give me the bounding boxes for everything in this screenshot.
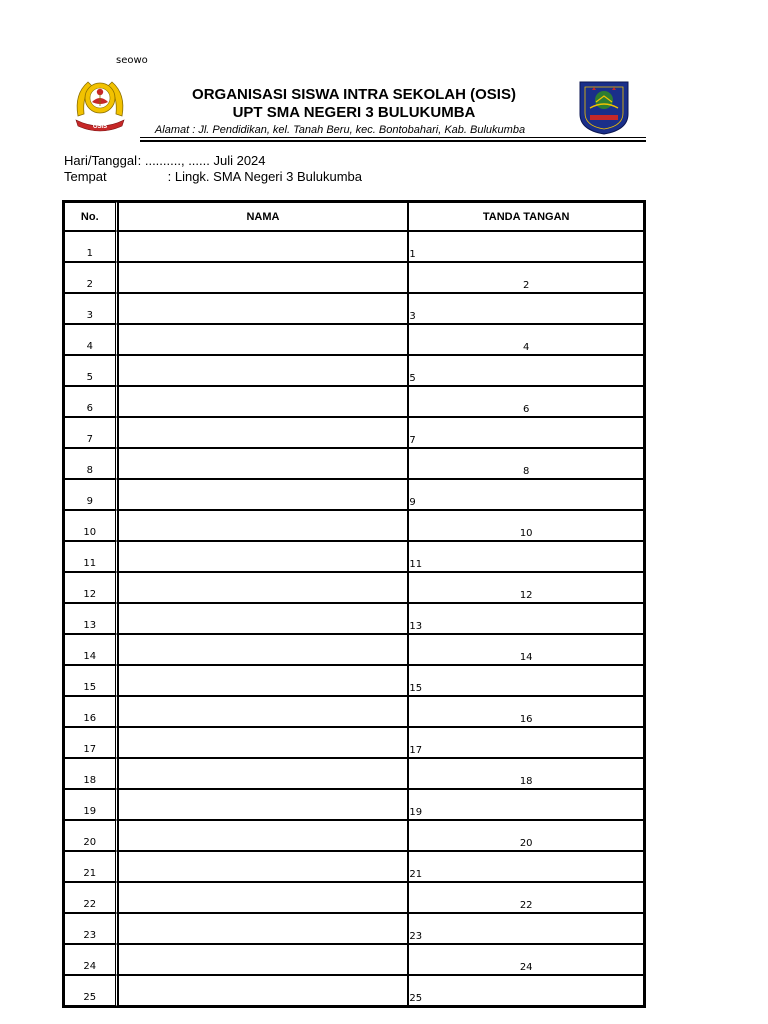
header-divider-thin (140, 137, 646, 138)
date-line (64, 153, 266, 168)
table-row (64, 975, 644, 1006)
name-cell[interactable] (118, 851, 409, 882)
row-number: 5 (64, 355, 118, 386)
row-number: 12 (64, 572, 118, 603)
table-row (64, 324, 644, 355)
row-number: 7 (64, 417, 118, 448)
row-number: 13 (64, 603, 118, 634)
row-number: 11 (64, 541, 118, 572)
header-nama: NAMA (118, 202, 409, 231)
table-row (64, 603, 644, 634)
table-row (64, 448, 644, 479)
signature-cell[interactable]: 11 (408, 541, 644, 572)
signature-cell[interactable]: 4 (408, 324, 644, 355)
signature-cell[interactable]: 17 (408, 727, 644, 758)
row-number: 20 (64, 820, 118, 851)
table-row (64, 696, 644, 727)
row-number: 18 (64, 758, 118, 789)
row-number: 1 (64, 231, 118, 262)
name-cell[interactable] (118, 386, 409, 417)
row-number: 24 (64, 944, 118, 975)
name-cell[interactable] (118, 479, 409, 510)
osis-logo-icon (70, 72, 130, 132)
table-row (64, 882, 644, 913)
table-row (64, 510, 644, 541)
signature-cell[interactable]: 12 (408, 572, 644, 603)
name-cell[interactable] (118, 665, 409, 696)
table-row (64, 231, 644, 262)
table-row (64, 789, 644, 820)
school-title: UPT SMA NEGERI 3 BULUKUMBA (232, 104, 476, 121)
row-number: 15 (64, 665, 118, 696)
table-row (64, 293, 644, 324)
name-cell[interactable] (118, 975, 409, 1006)
table-row (64, 634, 644, 665)
name-cell[interactable] (118, 727, 409, 758)
row-number: 6 (64, 386, 118, 417)
table-row (64, 572, 644, 603)
name-cell[interactable] (118, 758, 409, 789)
name-cell[interactable] (118, 820, 409, 851)
table-row (64, 386, 644, 417)
name-cell[interactable] (118, 541, 409, 572)
organization-title: ORGANISASI SISWA INTRA SEKOLAH (OSIS) (192, 86, 516, 103)
signature-cell[interactable]: 5 (408, 355, 644, 386)
name-cell[interactable] (118, 510, 409, 541)
school-address: Alamat : Jl. Pendidikan, kel. Tanah Beru, kec. Bontobahari, Kab. Bulukumba (154, 124, 526, 136)
name-cell[interactable] (118, 634, 409, 665)
header-no: No. (64, 202, 118, 231)
signature-cell[interactable]: 18 (408, 758, 644, 789)
signature-cell[interactable]: 1 (408, 231, 644, 262)
bulukumba-emblem-icon (576, 78, 632, 136)
signature-cell[interactable]: 14 (408, 634, 644, 665)
name-cell[interactable] (118, 944, 409, 975)
table-row (64, 851, 644, 882)
date-label: Hari/Tanggal (64, 153, 137, 168)
row-number: 17 (64, 727, 118, 758)
table-row (64, 262, 644, 293)
header-tanda-tangan: TANDA TANGAN (408, 202, 644, 231)
table-row (64, 758, 644, 789)
name-cell[interactable] (118, 572, 409, 603)
signature-cell[interactable]: 24 (408, 944, 644, 975)
signature-cell[interactable]: 16 (408, 696, 644, 727)
signature-cell[interactable]: 19 (408, 789, 644, 820)
table-row (64, 944, 644, 975)
watermark-text: seowo (116, 55, 148, 66)
row-number: 16 (64, 696, 118, 727)
row-number: 3 (64, 293, 118, 324)
row-number: 4 (64, 324, 118, 355)
row-number: 10 (64, 510, 118, 541)
row-number: 2 (64, 262, 118, 293)
place-line (64, 169, 362, 184)
svg-text:OSIS: OSIS (92, 124, 108, 130)
name-cell[interactable] (118, 448, 409, 479)
signature-cell[interactable]: 22 (408, 882, 644, 913)
table-row (64, 727, 644, 758)
signature-cell[interactable]: 13 (408, 603, 644, 634)
name-cell[interactable] (118, 355, 409, 386)
signature-cell[interactable]: 3 (408, 293, 644, 324)
table-row (64, 913, 644, 944)
name-cell[interactable] (118, 696, 409, 727)
signature-cell[interactable]: 2 (408, 262, 644, 293)
name-cell[interactable] (118, 231, 409, 262)
signature-cell[interactable]: 21 (408, 851, 644, 882)
name-cell[interactable] (118, 882, 409, 913)
row-number: 9 (64, 479, 118, 510)
signature-cell[interactable]: 15 (408, 665, 644, 696)
row-number: 23 (64, 913, 118, 944)
row-number: 22 (64, 882, 118, 913)
row-number: 14 (64, 634, 118, 665)
signature-cell[interactable]: 9 (408, 479, 644, 510)
row-number: 19 (64, 789, 118, 820)
table-header-row (64, 202, 644, 231)
row-number: 8 (64, 448, 118, 479)
name-cell[interactable] (118, 417, 409, 448)
signature-cell[interactable]: 7 (408, 417, 644, 448)
signature-cell[interactable]: 20 (408, 820, 644, 851)
name-cell[interactable] (118, 913, 409, 944)
signature-cell[interactable]: 8 (408, 448, 644, 479)
signature-cell[interactable]: 10 (408, 510, 644, 541)
header-divider-thick (140, 140, 646, 142)
attendance-table (62, 200, 646, 1008)
table-row (64, 820, 644, 851)
table-row (64, 665, 644, 696)
date-value: : .........., ...... Juli 2024 (137, 153, 266, 168)
signature-cell[interactable]: 25 (408, 975, 644, 1006)
signature-cell[interactable]: 6 (408, 386, 644, 417)
table-row (64, 541, 644, 572)
row-number: 21 (64, 851, 118, 882)
name-cell[interactable] (118, 293, 409, 324)
row-number: 25 (64, 975, 118, 1006)
signature-cell[interactable]: 23 (408, 913, 644, 944)
name-cell[interactable] (118, 324, 409, 355)
place-label: Tempat (64, 169, 107, 184)
table-row (64, 417, 644, 448)
name-cell[interactable] (118, 603, 409, 634)
name-cell[interactable] (118, 789, 409, 820)
name-cell[interactable] (118, 262, 409, 293)
table-row (64, 479, 644, 510)
place-value: : Lingk. SMA Negeri 3 Bulukumba (167, 169, 363, 184)
table-row (64, 355, 644, 386)
